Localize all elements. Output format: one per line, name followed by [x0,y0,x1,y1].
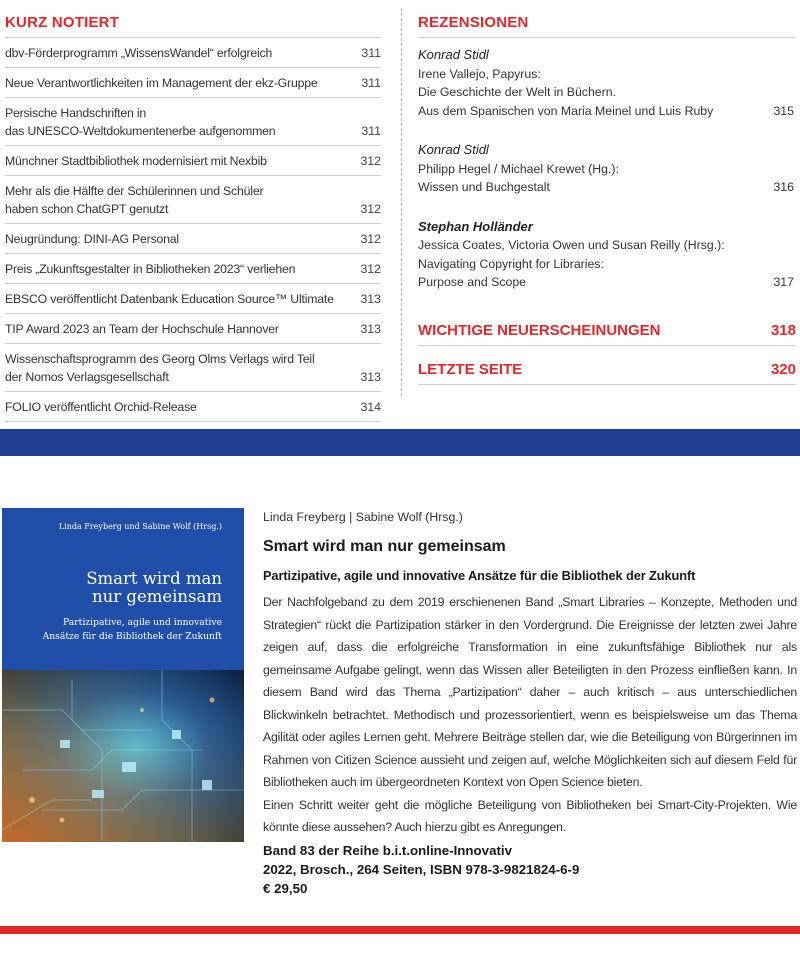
letzte-seite-link[interactable] [418,361,796,385]
toc-item-page: 311 [361,124,381,138]
toc-item-title: Persische Handschriften in das UNESCO-Weltdokumentenerbe aufgenommen [5,106,276,138]
review-author: Konrad Stidl [418,142,489,157]
cover-title: Smart wird man nur gemeinsam [86,569,222,606]
toc-item-title: Münchner Stadtbibliothek modernisiert mit Nexbib [5,154,267,168]
toc-item[interactable] [5,38,381,68]
toc-item-title: Wissenschaftsprogramm des Georg Olms Verlags wird Teil der Nomos Verlagsgesellschaft [5,352,315,384]
toc-item-page: 312 [360,154,381,168]
toc-item-title: Neue Verantwortlichkeiten im Management der ekz-Gruppe [5,76,318,90]
toc-item-page: 314 [360,400,381,414]
cover-subtitle: Partizipative, agile und innovative Ansätze für die Bibliothek der Zukunft [42,617,222,642]
toc-item-title: EBSCO veröffentlicht Datenbank Education Source™ Ultimate [5,292,334,306]
toc-item-title: Mehr als die Hälfte der Schülerinnen und Schüler haben schon ChatGPT genutzt [5,184,264,216]
book-title: Smart wird man nur gemeinsam [263,538,506,555]
review-text: Jessica Coates, Victoria Owen und Susan Reilly (Hrsg.): Navigating Copyright for Libraries: Purpose and Scope [418,238,725,289]
blue-separator-band [0,429,800,456]
neuerscheinungen-label: WICHTIGE NEUERSCHEINUNGEN [418,321,661,339]
book-subtitle: Partizipative, agile und innovative Ansätze für die Bibliothek der Zukunft [263,568,696,583]
review-page: 315 [773,103,794,118]
rezensionen-section [418,14,796,385]
toc-item-page: 313 [360,322,381,336]
book-details: 2022, Brosch., 264 Seiten, ISBN 978-3-9821824-6-9 [263,861,580,877]
neuerscheinungen-page: 318 [770,321,796,339]
review-page: 316 [773,180,794,194]
kurz-notiert-heading: KURZ NOTIERT [5,14,381,38]
letzte-seite-label: LETZTE SEITE [418,360,523,378]
toc-item[interactable] [5,98,381,146]
toc-item-title: Preis „Zukunftsgestalter in Bibliotheken 2023“ verliehen [5,262,296,276]
book-price: € 29,50 [263,880,308,896]
rezensionen-heading: REZENSIONEN [418,14,796,38]
review-item[interactable] [418,46,796,120]
toc-item[interactable] [5,176,381,224]
toc-item-title: TIP Award 2023 an Team der Hochschule Hannover [5,322,279,336]
toc-item[interactable] [5,254,381,284]
toc-item-page: 313 [360,292,381,306]
cover-circuit-image [2,670,244,842]
column-divider [401,8,402,396]
toc-item-page: 312 [360,262,381,276]
toc-item-title: dbv-Förderprogramm „WissensWandel“ erfolgreich [5,46,273,60]
toc-item[interactable] [5,314,381,344]
review-page: 317 [773,275,794,289]
kurz-notiert-section [5,14,381,422]
book-info [263,510,797,898]
book-editors: Linda Freyberg | Sabine Wolf (Hrsg.) [263,510,463,524]
toc-item-page: 312 [360,202,381,216]
toc-item[interactable] [5,224,381,254]
toc-item[interactable] [5,392,381,422]
kurz-notiert-list [5,38,381,422]
book-description-paragraph: Der Nachfolgeband zu dem 2019 erschienenen Band „Smart Libraries – Konzepte, Methoden und Strategien“ rückt die Partizipation stärker in den Vordergrund. Die Ereignisse der letzten zwei Jahre zeigen auf, dass die erfolgreiche Transformation in eine zukunftsfähige Bibliothek nur als gemeinsame Aufgabe gelingt, wenn das Wissen aller Beteiligten in den Prozess einfließen kann. In diesem Band wird das Thema „Partizipation“ daher – auch kritisch – aus unterschiedlichen Blickwinkeln betrachtet. Methodisch und prozessorientiert, wenn es beispielsweise um das Thema Agilität oder agiles Lernen geht. Mehrere Beiträge stellen dar, wie die Beteiligung von Bürgerinnen im Rahmen von Citizen Science aussieht und zeigen auf, welche Möglichkeiten sich auf diesem Feld für Bibliotheken auch im übergeordneten Kontext von Open Science bieten. [263,595,797,789]
cover-editors: Linda Freyberg und Sabine Wolf (Hrsg.) [58,522,222,531]
toc-item-page: 311 [361,46,381,60]
toc-item-page: 311 [361,76,381,90]
book-description-paragraph: Einen Schritt weiter geht die mögliche Beteiligung von Bibliotheken bei Smart-City-Projekten. Wie könnte diese aussehen? Auch hierzu gibt es Anregungen. [263,797,797,834]
review-text: Philipp Hegel / Michael Krewet (Hg.): Wissen und Buchgestalt [418,161,619,194]
book-series: Band 83 der Reihe b.i.t.online-Innovativ [263,842,512,858]
review-item[interactable] [418,218,796,292]
neuerscheinungen-link[interactable] [418,322,796,346]
review-text: Irene Vallejo, Papyrus: Die Geschichte der Welt in Büchern. Aus dem Spanischen von Maria Meinel und Luis Ruby [418,66,714,118]
book-cover [2,508,244,842]
toc-item[interactable] [5,146,381,176]
toc-item-page: 313 [360,370,381,384]
letzte-seite-page: 320 [770,360,796,378]
review-author: Stephan Holländer [418,218,533,234]
review-author: Konrad Stidl [418,47,489,62]
review-item[interactable] [418,141,796,197]
red-footer-band [0,926,800,934]
toc-item-page: 312 [360,232,381,246]
toc-item[interactable] [5,68,381,98]
toc-item[interactable] [5,344,381,392]
book-description [263,591,797,839]
toc-item[interactable] [5,284,381,314]
toc-item-title: Neugründung: DINI-AG Personal [5,232,179,246]
toc-item-title: FOLIO veröffentlicht Orchid-Release [5,400,197,414]
